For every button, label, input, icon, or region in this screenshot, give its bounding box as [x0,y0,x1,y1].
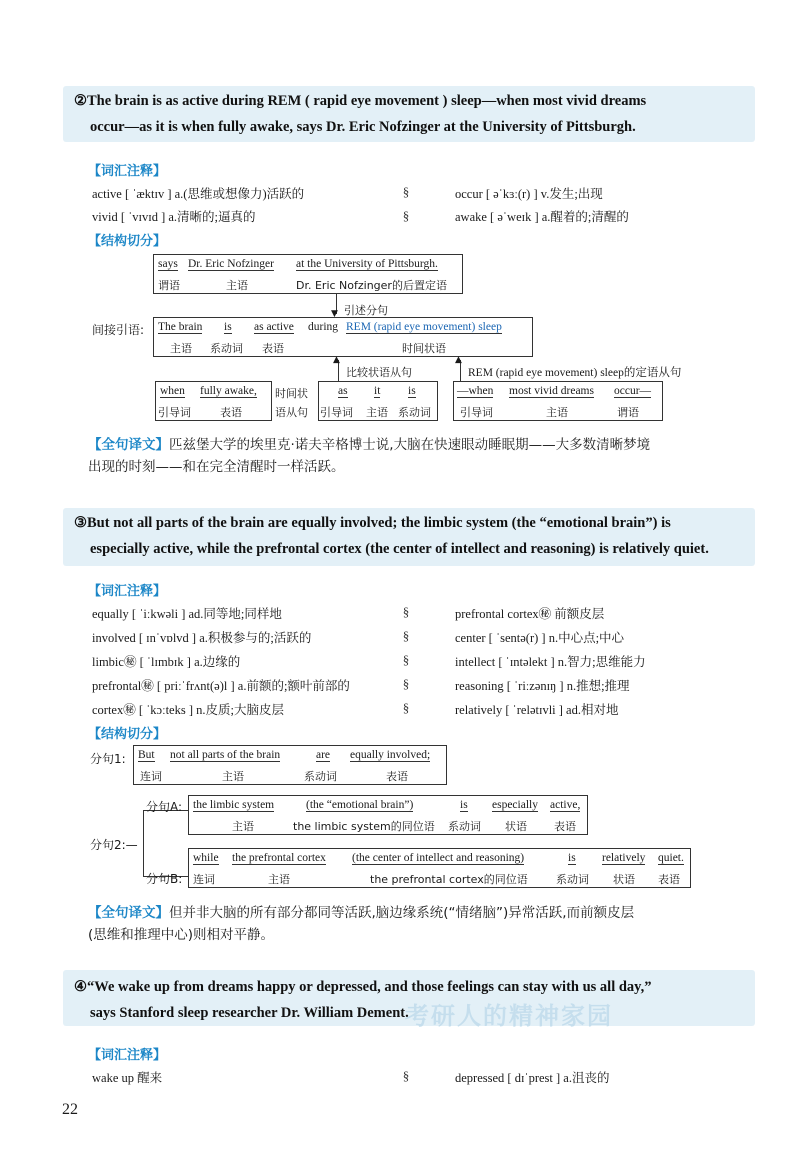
diagram-word: Dr. Eric Nofzinger [188,258,274,270]
diagram-role: 表语 [386,770,408,783]
vocab-item: prefrontal cortex㊙ 前额皮层 [455,607,605,621]
vocab-label: 【词汇注释】 [88,1048,167,1063]
sentence-3-line-1: ③But not all parts of the brain are equally involved; the limbic system (the “emotional brain”) is [74,515,671,531]
diagram-word: quiet. [658,852,684,864]
diagram-word: the prefrontal cortex [232,852,326,864]
vocab-divider-icon: § § [402,184,410,223]
vocab-item: involved [ ɪnˈvɒlvd ] a.积极参与的;活跃的 [92,631,312,645]
vocab-item: vivid [ ˈvɪvɪd ] a.清晰的;逼真的 [92,210,256,224]
diagram-word: at the University of Pittsburgh. [296,258,438,270]
vocab-item: active [ ˈæktɪv ] a.(思维或想像力)活跃的 [92,187,305,201]
diagram-word: (the “emotional brain”) [306,799,414,811]
translation-3 [88,902,768,946]
diagram-word: as active [254,321,294,333]
translation-text: (思维和推理中心)则相对平静。 [88,927,275,943]
sentence-4-line-2: says Stanford sleep researcher Dr. William Dement. [90,1005,409,1021]
structure-label: 【结构切分】 [88,727,167,742]
diagram-word: relatively [602,852,646,864]
diagram-role: 主语 [268,873,290,886]
diagram-word: equally involved; [350,749,431,761]
vocab-item: cortex㊙ [ ˈkɔːteks ] n.皮质;大脑皮层 [92,703,284,717]
diagram-word: is [460,799,468,811]
translation-2 [88,434,768,478]
diagram-role: 状语 [613,873,635,886]
diagram-role: 状语 [505,820,527,833]
diagram-role: 系动词 [556,873,589,886]
diagram-word: it [374,385,381,397]
diagram-word: is [224,321,232,333]
diagram-role: 主语 [546,406,568,419]
diagram-role: 系动词 [448,820,481,833]
vocab-item: depressed [ dɪˈprest ] a.沮丧的 [455,1071,610,1085]
vocab-divider-icon: § § § § § [402,604,410,715]
diagram-word: when [160,385,185,397]
diagram-word: especially [492,799,538,811]
diagram-role: 引导词 [320,406,353,419]
diagram-word: are [316,749,331,761]
page-number: 22 [62,1101,78,1118]
sentence-2-line-1: ②The brain is as active during REM ( rapid eye movement ) sleep—when most vivid dreams [74,93,647,109]
clause-label: 分句1: [90,752,126,766]
vocab-item: awake [ əˈweɪk ] a.醒着的;清醒的 [455,210,629,224]
vocab-divider-icon: § [402,1068,410,1083]
diagram-role: 表语 [658,873,680,886]
arrow-up-icon: ▲ [455,355,462,365]
clause-label: 分句A: [146,800,183,814]
diagram-role: 表语 [262,342,284,355]
translation-text: 出现的时刻——和在完全清醒时一样活跃。 [88,459,345,475]
diagram-role: 连词 [193,873,215,886]
diagram-role: 表语 [220,406,242,419]
vocab-item: limbic㊙ [ ˈlɪmbɪk ] a.边缘的 [92,655,241,669]
diagram-role: the prefrontal cortex的同位语 [370,873,528,886]
diagram-word: as [338,385,348,397]
diagram-role: the limbic system的同位语 [293,820,435,833]
diagram-word: while [193,852,219,864]
diagram-role: 系动词 [210,342,243,355]
diagram-word: But [138,749,155,761]
vocab-item: center [ ˈsentə(r) ] n.中心点;中心 [455,631,625,645]
diagram-role: 谓语 [158,279,180,292]
diagram-role: 系动词 [398,406,431,419]
arrow-up-icon: ▲ [333,355,340,365]
diagram-word: says [158,258,178,270]
diagram-role: Dr. Eric Nofzinger的后置定语 [296,279,447,292]
vocab-item: equally [ ˈiːkwəli ] ad.同等地;同样地 [92,607,282,621]
vocab-item: wake up 醒来 [92,1071,163,1085]
translation-text: 但并非大脑的所有部分都同等活跃,脑边缘系统(“情绪脑”)异常活跃,而前额皮层 [169,905,635,921]
diagram-role: 主语 [222,770,244,783]
diagram-arrow-label: 引述分句 [344,304,388,317]
diagram-word: (the center of intellect and reasoning) [352,852,525,864]
diagram-role: 主语 [170,342,192,355]
diagram-arrow-label: 比较状语从句 [346,366,412,379]
diagram-role: 表语 [554,820,576,833]
diagram-role: 引导词 [460,406,493,419]
diagram-word: active, [550,799,581,811]
diagram-role: 连词 [140,770,162,783]
diagram-word: during [308,321,339,333]
translation-label: 【全句译文】 [88,905,169,921]
translation-text: 匹兹堡大学的埃里克·诺夫辛格博士说,大脑在快速眼动睡眠期——大多数清晰梦境 [169,437,651,453]
vocab-label: 【词汇注释】 [88,164,167,179]
vocab-item: reasoning [ ˈriːzənɪŋ ] n.推想;推理 [455,679,630,693]
diagram-side-label: 语从句 [275,406,308,419]
diagram-word: most vivid dreams [509,385,594,397]
diagram-role: 时间状语 [402,342,446,355]
diagram-role: 主语 [366,406,388,419]
vocab-item: occur [ əˈkɜː(r) ] v.发生;出现 [455,187,603,201]
indirect-speech-label: 间接引语: [92,323,145,337]
vocab-item: intellect [ ˈɪntəlekt ] n.智力;思维能力 [455,655,646,669]
vocab-label: 【词汇注释】 [88,584,167,599]
diagram-word: fully awake, [200,385,257,397]
diagram-word: the limbic system [193,799,275,811]
sentence-4-line-1: ④“We wake up from dreams happy or depressed, and those feelings can stay with us all day,” [74,979,652,995]
clause-label: 分句2:— [90,838,138,852]
diagram-role: 主语 [226,279,248,292]
clause-label: 分句B: [146,872,183,886]
diagram-word: is [568,852,576,864]
diagram-role: 引导词 [158,406,191,419]
sentence-3-line-2: especially active, while the prefrontal cortex (the center of intellect and reasoning) is relatively quiet. [90,541,709,557]
arrow-down-icon: ▼ [331,309,338,319]
watermark: 考研人的精神家园 [405,1002,613,1030]
sentence-2-line-2: occur—as it is when fully awake, says Dr. Eric Nofzinger at the University of Pittsburgh. [90,119,636,135]
diagram-side-label: 时间状 [275,387,308,400]
diagram-role: 系动词 [304,770,337,783]
diagram-word: not all parts of the brain [170,749,281,761]
translation-label: 【全句译文】 [88,437,169,453]
diagram-word: occur— [614,385,652,397]
diagram-arrow-label: REM (rapid eye movement) sleep的定语从句 [468,367,682,379]
diagram-word: is [408,385,416,397]
diagram-word: —when [457,385,494,397]
diagram-role: 主语 [232,820,254,833]
diagram-word: REM (rapid eye movement) sleep [346,321,502,333]
clause-bracket [143,810,144,876]
diagram-word: The brain [158,321,203,333]
diagram-role: 谓语 [617,406,639,419]
vocab-item: relatively [ ˈrelətɪvli ] ad.相对地 [455,703,619,717]
structure-label: 【结构切分】 [88,234,167,249]
vocab-item: prefrontal㊙ [ priːˈfrʌnt(ə)l ] a.前额的;额叶前部的 [92,679,350,693]
